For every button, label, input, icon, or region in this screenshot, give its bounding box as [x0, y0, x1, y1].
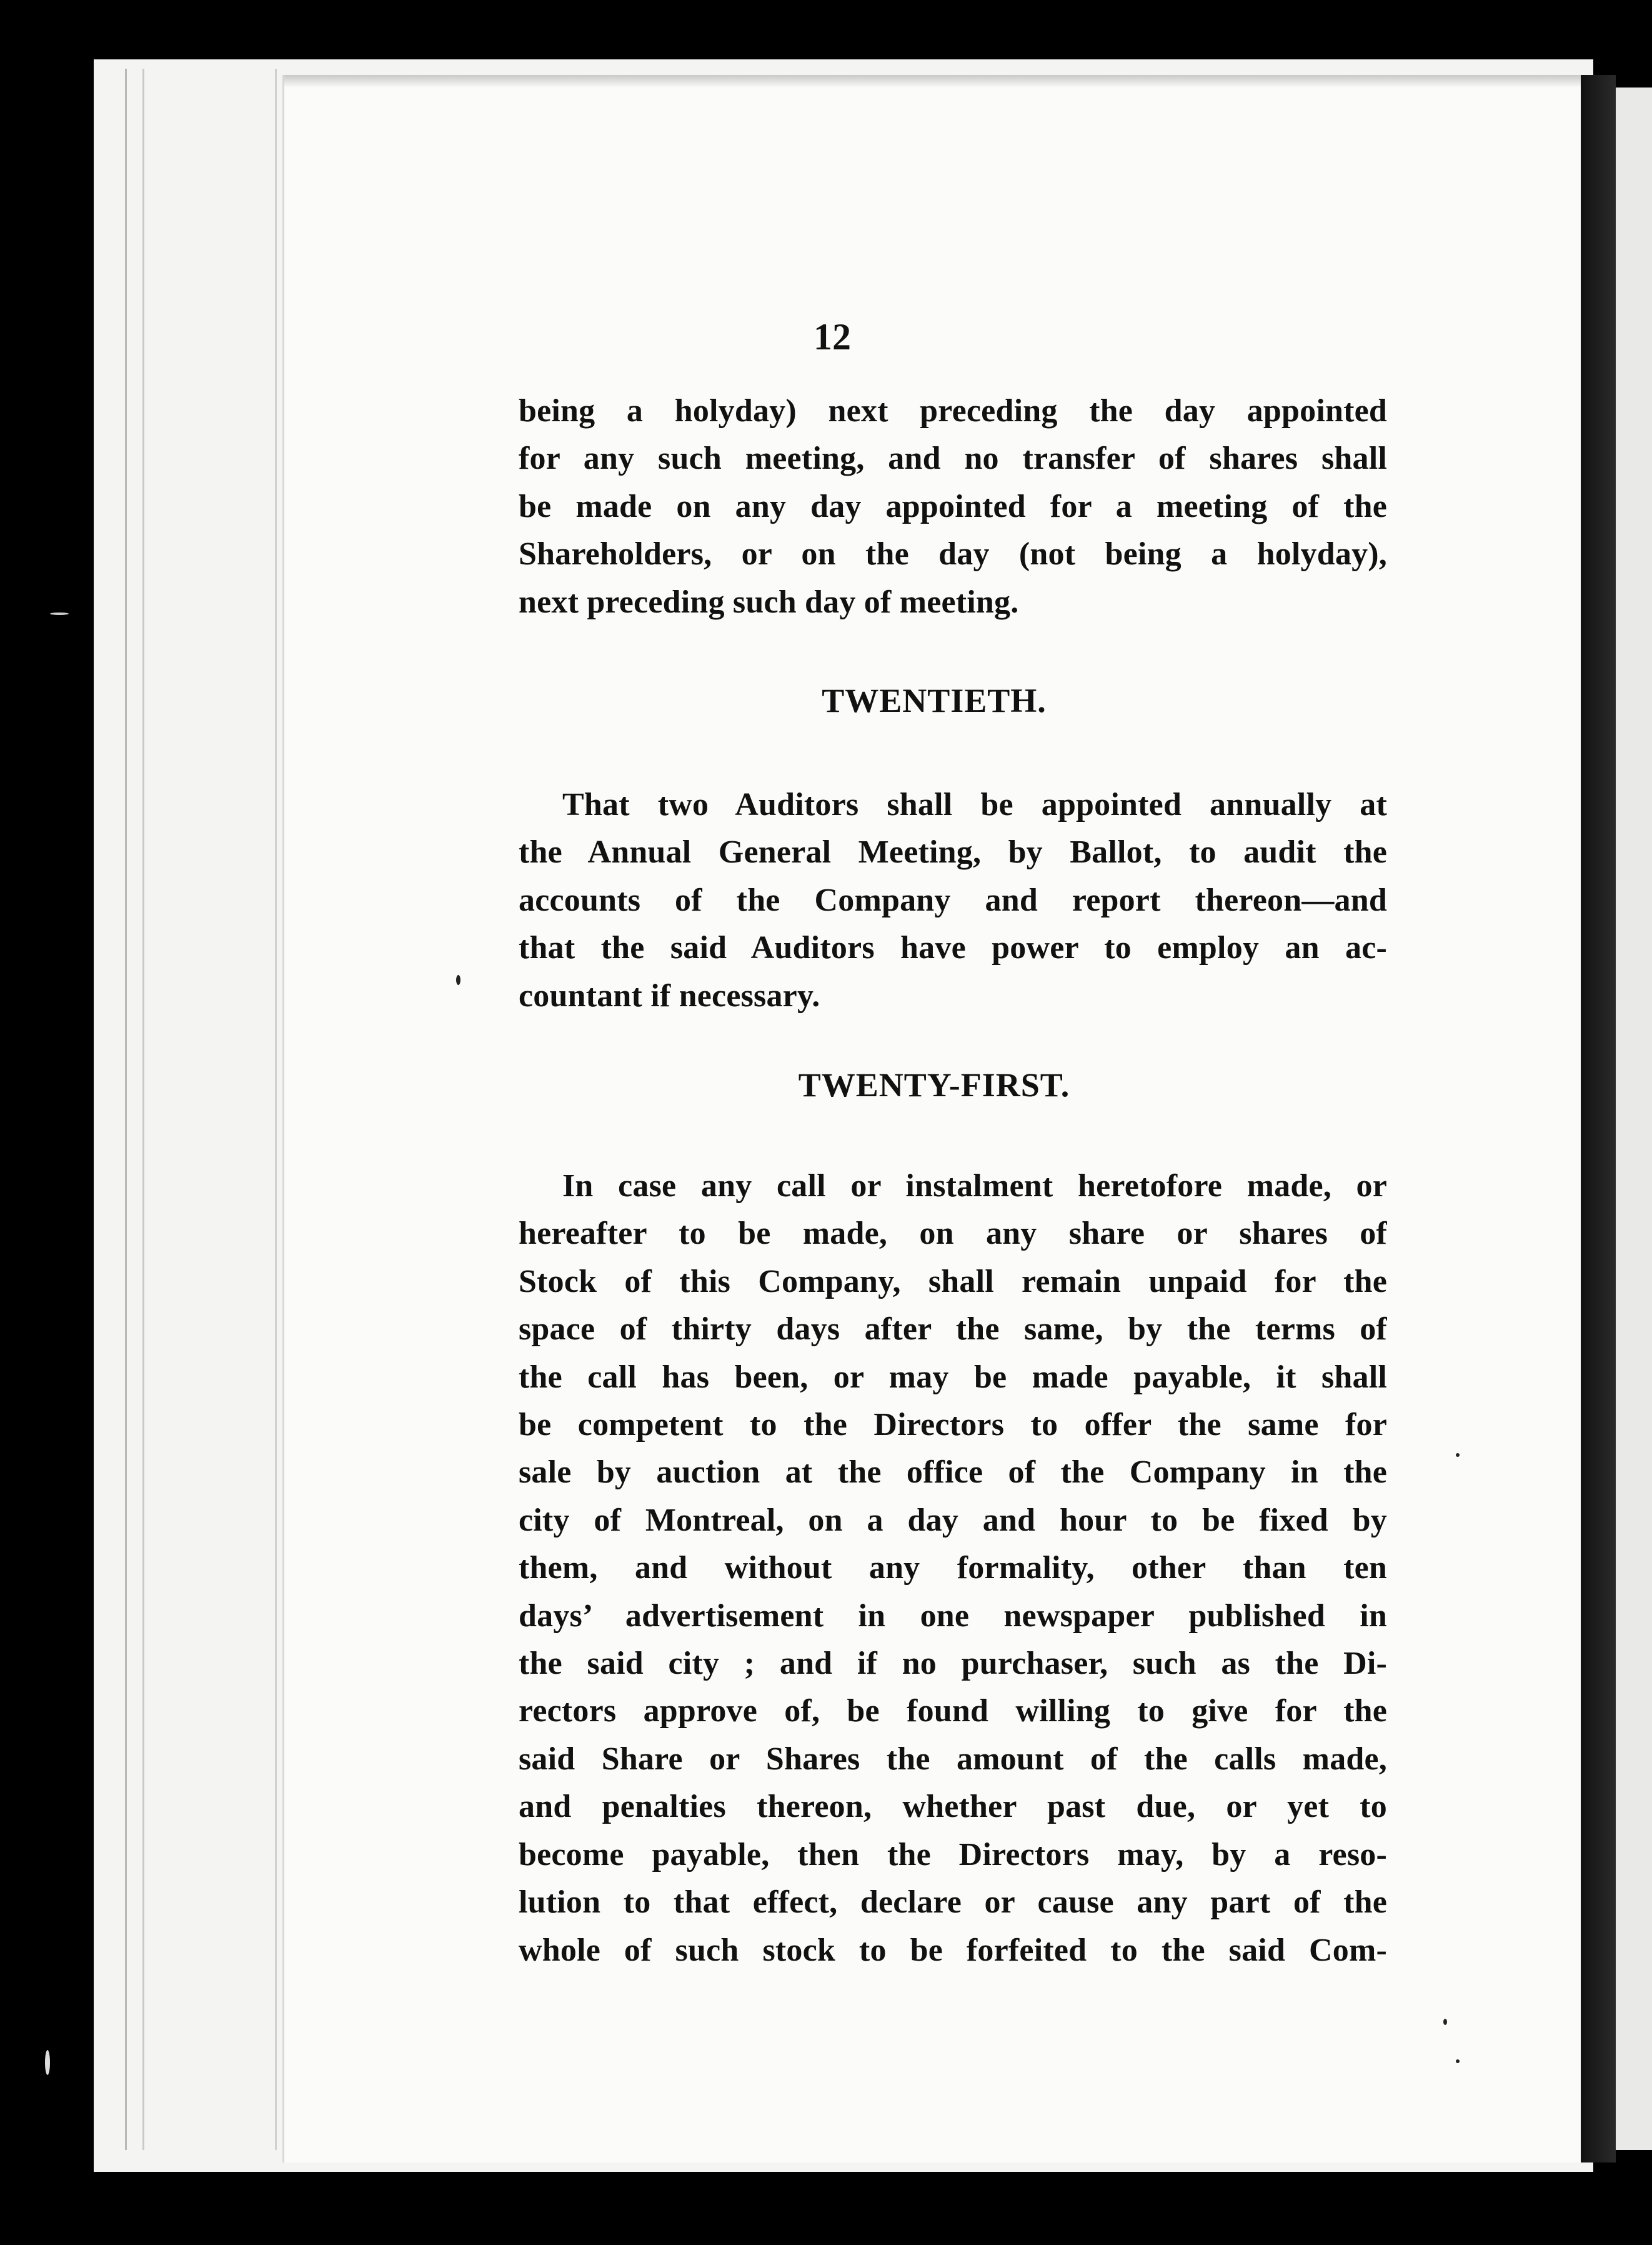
text-line: sale by auction at the office of the Company in the	[519, 1454, 1387, 1491]
page-top-shadow	[284, 75, 1584, 88]
page-edge	[142, 69, 144, 2150]
text-line: and penalties thereon, whether past due, or yet to	[519, 1789, 1387, 1825]
text-line: next preceding such day of meeting.	[519, 584, 1019, 620]
text-line: space of thirty days after the same, by the terms of	[519, 1311, 1387, 1348]
page-edge	[275, 69, 277, 2150]
text-line: days’ advertisement in one newspaper published in	[519, 1598, 1387, 1634]
text-line: That two Auditors shall be appointed annually at	[562, 787, 1387, 822]
scan-speck	[456, 975, 460, 985]
scan-speck	[50, 612, 69, 615]
paragraph-twentieth	[519, 781, 1387, 1020]
text-line: lution to that effect, declare or cause any part of the	[519, 1884, 1387, 1921]
text-line: them, and without any formality, other than ten	[519, 1550, 1387, 1586]
text-line: Stock of this Company, shall remain unpaid for the	[519, 1263, 1387, 1299]
scan-speck	[1456, 1453, 1460, 1457]
text-line: for any such meeting, and no transfer of shares shall	[519, 441, 1387, 477]
scan-speck	[1456, 2059, 1460, 2063]
binding-edge	[1581, 75, 1616, 2162]
paragraph-twenty-first	[519, 1162, 1387, 1974]
text-line: hereafter to be made, on any share or shares of	[519, 1216, 1387, 1252]
text-line: that the said Auditors have power to employ an ac-	[519, 930, 1387, 966]
text-line: be competent to the Directors to offer the same for	[519, 1407, 1387, 1443]
text-line: accounts of the Company and report thereon—and	[519, 882, 1387, 918]
page-number: 12	[814, 316, 851, 358]
text-line: be made on any day appointed for a meeting of the	[519, 488, 1387, 524]
text-line: being a holyday) next preceding the day appointed	[519, 393, 1387, 429]
paragraph-continuation	[519, 388, 1387, 626]
next-page-edge	[1616, 88, 1652, 2150]
text-line: become payable, then the Directors may, by a reso-	[519, 1836, 1387, 1872]
text-line: Shareholders, or on the day (not being a holyday),	[519, 536, 1387, 572]
scan-speck	[1443, 2019, 1447, 2025]
text-line: rectors approve of, be found willing to give for the	[519, 1693, 1387, 1729]
scan-speck	[45, 2050, 50, 2075]
text-line: countant if necessary.	[519, 978, 820, 1014]
text-line: city of Montreal, on a day and hour to be fixed by	[519, 1502, 1387, 1538]
text-line: In case any call or instalment heretofore made, or	[562, 1168, 1387, 1204]
section-heading-twenty-first: TWENTY-FIRST.	[798, 1066, 1070, 1104]
text-line: the Annual General Meeting, by Ballot, to audit the	[519, 834, 1387, 871]
text-line: the call has been, or may be made payable, it shall	[519, 1359, 1387, 1395]
section-heading-twentieth: TWENTIETH.	[822, 682, 1047, 719]
text-line: said Share or Shares the amount of the calls made,	[519, 1741, 1387, 1777]
page-edge	[125, 69, 127, 2150]
text-line: the said city ; and if no purchaser, such as the Di-	[519, 1646, 1387, 1682]
text-line: whole of such stock to be forfeited to the said Com-	[519, 1932, 1387, 1968]
